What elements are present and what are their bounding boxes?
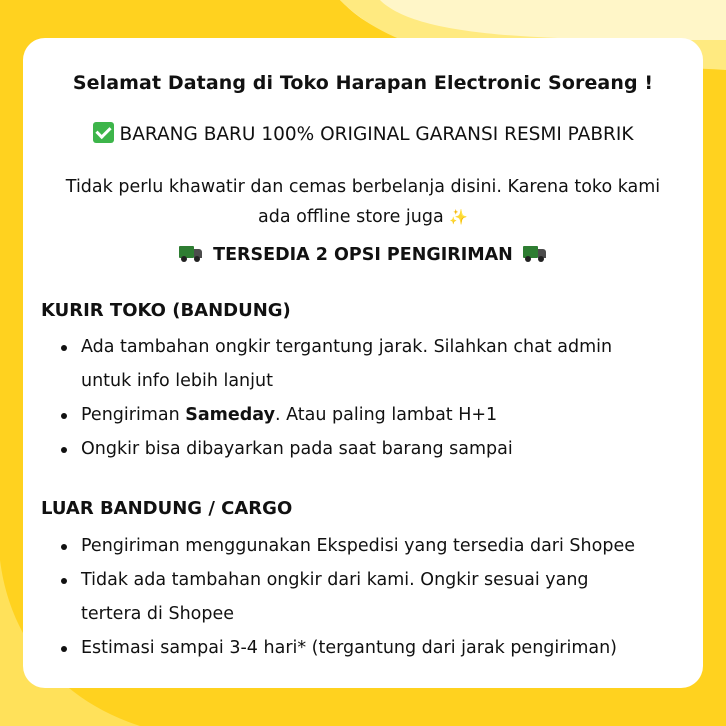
kurir-item2-prefix: Pengiriman	[81, 405, 186, 425]
sameday-text: Sameday	[185, 405, 275, 425]
intro-line-2-wrap	[33, 202, 693, 232]
info-card	[23, 38, 703, 688]
kurir-item2-suffix: . Atau paling lambat H+1	[274, 405, 498, 425]
luar-item3: Estimasi sampai 3-4 hari* (tergantung dari jarak pengiriman)	[81, 638, 618, 658]
intro-line-1: Tidak perlu khawatir dan cemas berbelanja disini. Karena toko kami	[65, 177, 661, 197]
intro-line-2: ada offline store juga	[258, 207, 444, 227]
list-item	[59, 529, 689, 563]
kurir-item3: Ongkir bisa dibayarkan pada saat barang sampai	[81, 439, 513, 459]
intro-text	[33, 172, 693, 232]
list-item	[59, 330, 689, 398]
luar-item1: Pengiriman menggunakan Ekspedisi yang tersedia dari Shopee	[81, 536, 635, 556]
shipping-heading-text: TERSEDIA 2 OPSI PENGIRIMAN	[213, 245, 513, 265]
list-item	[59, 563, 689, 631]
list-item	[59, 398, 689, 432]
truck-icon	[179, 246, 203, 262]
luar-list	[59, 529, 689, 665]
tagline-text: BARANG BARU 100% ORIGINAL GARANSI RESMI PABRIK	[119, 124, 634, 145]
kurir-section-title: KURIR TOKO (BANDUNG)	[41, 300, 291, 321]
kurir-list	[59, 330, 689, 466]
luar-item2-line1: Tidak ada tambahan ongkir dari kami. Ongkir sesuai yang	[81, 570, 589, 590]
luar-item2-line2: tertera di Shopee	[81, 604, 235, 624]
shipping-heading	[23, 245, 703, 265]
kurir-item1-line1: Ada tambahan ongkir tergantung jarak. Silahkan chat admin	[81, 337, 613, 357]
check-mark-icon	[93, 122, 114, 143]
welcome-title: Selamat Datang di Toko Harapan Electronic Soreang !	[72, 72, 654, 94]
truck-icon	[523, 246, 547, 262]
list-item	[59, 631, 689, 665]
kurir-item1-line2: untuk info lebih lanjut	[81, 371, 273, 391]
list-item	[59, 432, 689, 466]
sparkle-icon: ✨	[449, 208, 468, 226]
luar-section-title: LUAR BANDUNG / CARGO	[41, 498, 293, 519]
tagline	[23, 122, 703, 145]
